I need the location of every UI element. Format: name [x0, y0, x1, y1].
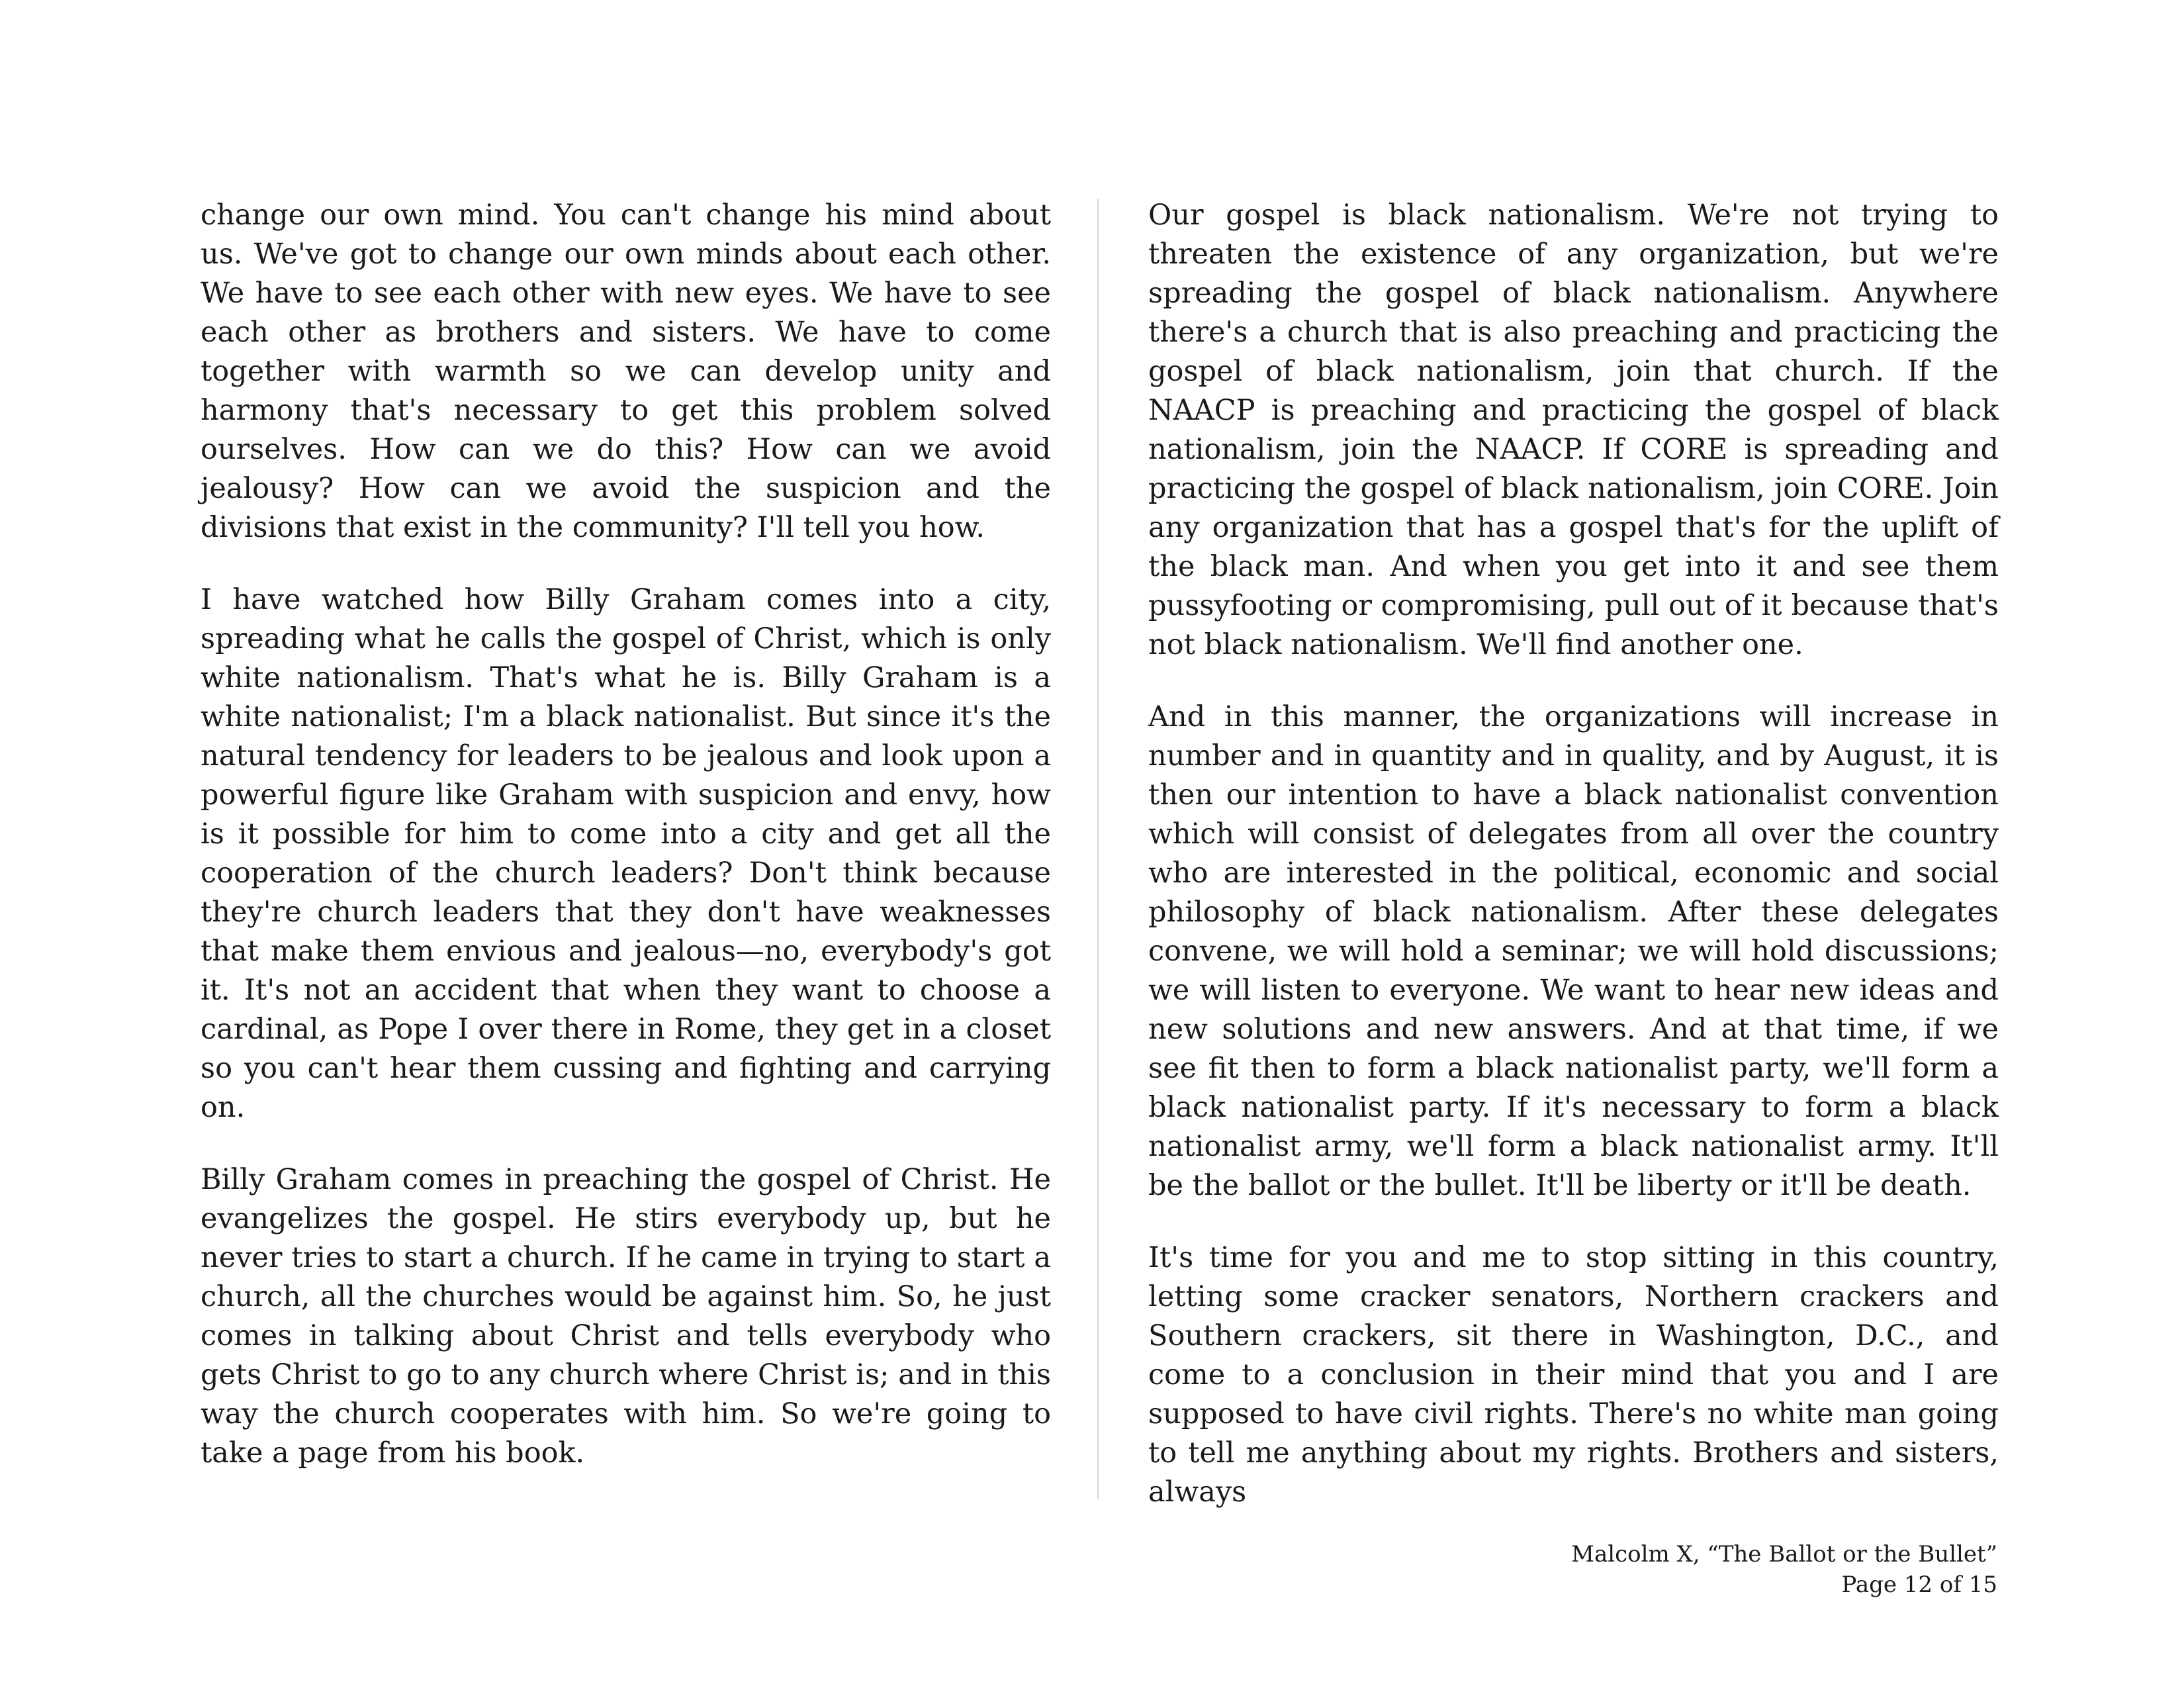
footer-source: Malcolm X, “The Ballot or the Bullet” [1571, 1541, 1997, 1568]
paragraph: I have watched how Billy Graham comes into a city, spreading what he calls the gospel of Christ, which is only white nationalism. That's what he is. Billy Graham is a white nationalist; I'm a black nationalist. But since it's the natural tendency for leaders to be jealous and look upon a powerful figure like Graham with suspicion and envy, how is it possible for him to come into a city and get all the cooperation of the church leaders? Don't think because they're church leaders that they don't have weaknesses that make them envious and jealous—no, everybody's got it. It's not an accident that when they want to choose a cardinal, as Pope I over there in Rome, they get in a closet so you can't hear them cussing and fighting and carrying on. [201, 583, 1051, 1124]
paragraph: Billy Graham comes in preaching the gospel of Christ. He evangelizes the gospel. He stirs everybody up, but he never tries to start a church. If he came in trying to start a church, all the churches would be against him. So, he just comes in talking about Christ and tells everybody who gets Christ to go to any church where Christ is; and in this way the church cooperates with him. So we're going to take a page from his book. [201, 1163, 1051, 1470]
right-text-column [1148, 196, 1999, 1545]
paragraph: And in this manner, the organizations will increase in number and in quantity and in quality, and by August, it is then our intention to have a black nationalist convention which will consist of delegates from all over the country who are interested in the political, economic and social philosophy of black nationalism. After these delegates convene, we will hold a seminar; we will hold discussions; we will listen to everyone. We want to hear new ideas and new solutions and new answers. And at that time, if we see fit then to form a black nationalist party, we'll form a black nationalist party. If it's necessary to form a black nationalist army, we'll form a black nationalist army. It'll be the ballot or the bullet. It'll be liberty or it'll be death. [1148, 700, 1999, 1202]
left-text-column [201, 196, 1051, 1506]
paragraph: change our own mind. You can't change his mind about us. We've got to change our own minds about each other. We have to see each other with new eyes. We have to see each other as brothers and sisters. We have to come together with warmth so we can develop unity and harmony that's necessary to get this problem solved ourselves. How can we do this? How can we avoid jealousy? How can we avoid the suspicion and the divisions that exist in the community? I'll tell you how. [201, 199, 1051, 544]
paragraph: It's time for you and me to stop sitting in this country, letting some cracker senators, Northern crackers and Southern crackers, sit there in Washington, D.C., and come to a conclusion in their mind that you and I are supposed to have civil rights. There's no white man going to tell me anything about my rights. Brothers and sisters, always [1148, 1241, 1999, 1509]
column-divider [1097, 199, 1099, 1499]
paragraph: Our gospel is black nationalism. We're not trying to threaten the existence of any organization, but we're spreading the gospel of black nationalism. Anywhere there's a church that is also preaching and practicing the gospel of black nationalism, join that church. If the NAACP is preaching and practicing the gospel of black nationalism, join the NAACP. If CORE is spreading and practicing the gospel of black nationalism, join CORE. Join any organization that has a gospel that's for the uplift of the black man. And when you get into it and see them pussyfooting or compromising, pull out of it because that's not black nationalism. We'll find another one. [1148, 199, 1999, 661]
page-number: Page 12 of 15 [1841, 1571, 1997, 1598]
page-footer [1571, 1539, 1997, 1600]
